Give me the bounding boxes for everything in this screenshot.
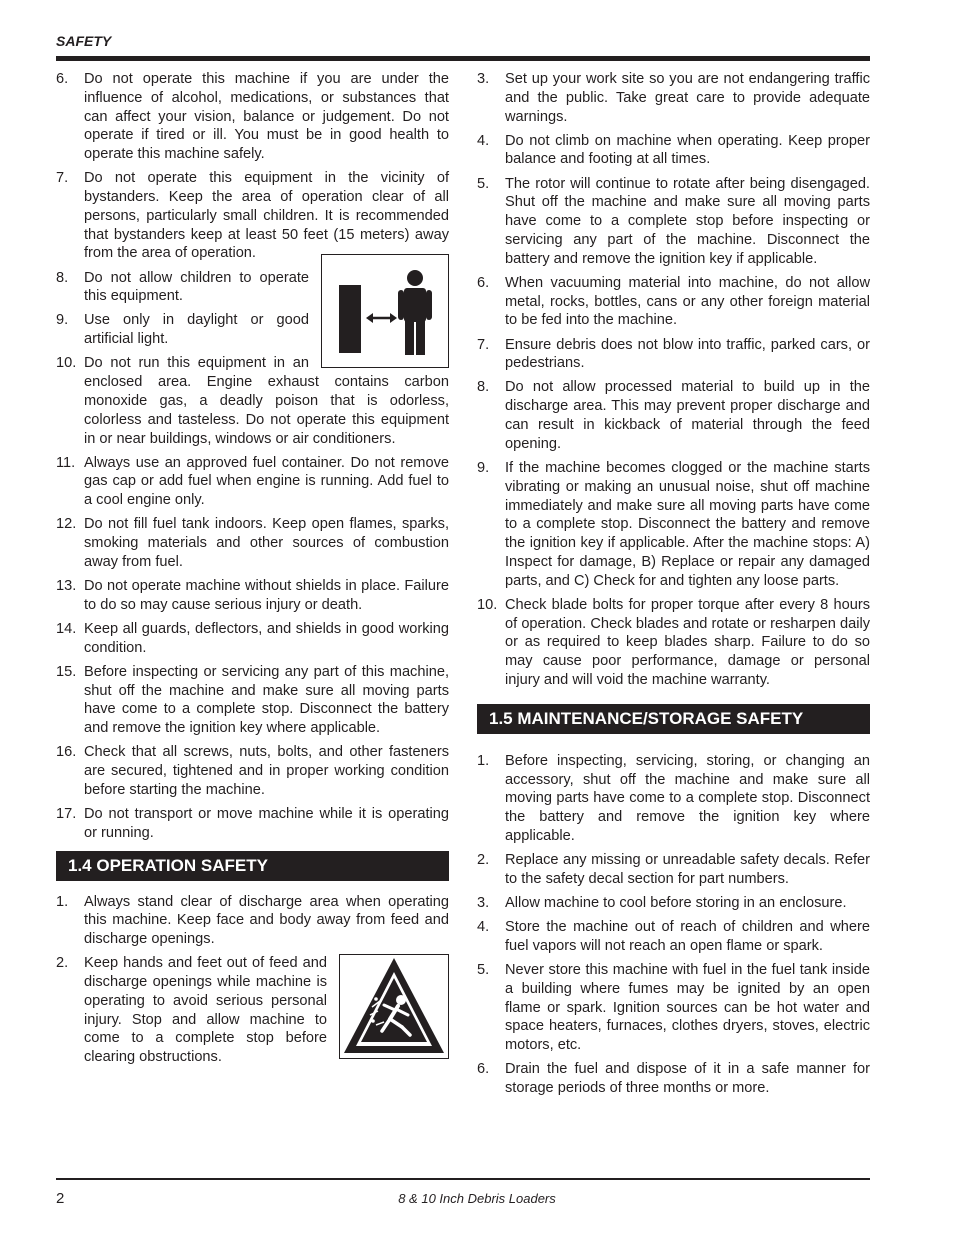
list-item (56, 663, 449, 738)
left-column (56, 70, 449, 1072)
list-item (477, 918, 870, 956)
item-number: 5. (477, 961, 490, 978)
list-item (56, 515, 449, 571)
item-text: Replace any missing or unreadable safety decals. Refer to the safety decal section for part numbers. (505, 852, 870, 887)
item-text: Do not fill fuel tank indoors. Keep open flames, sparks, smoking materials and other sources of combustion away from fuel. (84, 516, 449, 570)
list-item (56, 269, 449, 307)
list-item (56, 954, 449, 1067)
list-item (56, 169, 449, 263)
item-number: 12. (56, 516, 77, 533)
list-item (477, 851, 870, 889)
list-item (56, 805, 449, 843)
list-item (477, 274, 870, 330)
item-text: The rotor will continue to rotate after being disengaged. Shut off the machine and make sure all moving parts have come to a complete stop before inspecting or servicing any part of the machine. Disconnect the battery and remove the ignition key if applicable. (505, 175, 870, 267)
item-number: 6. (477, 1061, 490, 1078)
item-text: Drain the fuel and dispose of it in a safe manner for storage periods of three months or more. (505, 1061, 870, 1097)
item-text: Check blade bolts for proper torque after every 8 hours of operation. Check blades and rotate or resharpen daily or as required to keep blades sharp. Failure to do so may cause poor performance, damage or personal injury and will void the machine warranty. (505, 596, 870, 688)
item-text: Store the machine out of reach of children and where fuel vapors will not reach an open flame or spark. (505, 919, 870, 954)
list-item (477, 752, 870, 846)
list-item (56, 311, 449, 349)
item-text: Use only in daylight or good artificial light. (84, 312, 309, 348)
footer-rule (56, 1178, 870, 1180)
item-number: 1. (477, 752, 490, 769)
item-number: 6. (477, 274, 490, 291)
section-heading-maintenance-storage-safety: 1.5 MAINTENANCE/STORAGE SAFETY (477, 704, 870, 734)
item-text: Always stand clear of discharge area when operating this machine. Keep face and body away from feed and discharge openings. (84, 893, 449, 948)
list-item (56, 577, 449, 615)
section-heading-operation-safety: 1.4 OPERATION SAFETY (56, 851, 449, 881)
item-number: 5. (477, 175, 490, 192)
header-rule (56, 56, 870, 61)
list-item (56, 893, 449, 949)
item-number: 2. (56, 955, 69, 972)
item-text: Do not operate machine without shields in place. Failure to do so may cause serious injury or death. (84, 578, 449, 613)
item-text: Never store this machine with fuel in the fuel tank inside a building where fumes may be ignited by an open flame or spark. Ignition sources can be hot water and space heaters, furnaces, clothes dryers, stoves, electric motors, etc. (505, 961, 870, 1054)
item-text: Do not climb on machine when operating. Keep proper balance and footing at all times. (505, 132, 870, 168)
item-text: If the machine becomes clogged or the machine starts vibrating or making an unusual noise, shut off machine immediately and make sure all moving parts have come to a complete stop. Disconnect the battery and remove the ignition key if applicable. After the machine stops: A) Inspect for damage, B) Replace or repair any damaged parts, and C) Check for and tighten any loose parts. (505, 459, 870, 589)
running-header: SAFETY (56, 33, 112, 49)
list-item (56, 354, 449, 448)
list-item (56, 620, 449, 658)
item-text: Set up your work site so you are not endangering traffic and the public. Take great care to provide adequate warnings. (505, 71, 870, 125)
item-number: 11. (56, 454, 76, 471)
list-item (56, 70, 449, 164)
item-number: 4. (477, 132, 490, 149)
item-number: 7. (56, 170, 69, 187)
item-text: Do not run this equipment in an enclosed area. Engine exhaust contains carbon monoxide gas, a deadly poison that is odorless, colorless and tasteless. Do not operate this equipment in or near buildings, windows or air conditioners. (84, 355, 449, 447)
list-item (477, 378, 870, 453)
list-item (56, 454, 449, 510)
list-item (477, 336, 870, 374)
item-number: 13. (56, 578, 77, 594)
item-number: 8. (56, 269, 69, 286)
thrown-object-warning-icon (339, 954, 449, 1059)
list-item (477, 175, 870, 269)
item-number: 14. (56, 620, 77, 637)
item-text: Keep all guards, deflectors, and shields in good working condition. (84, 620, 449, 656)
item-number: 3. (477, 894, 490, 911)
item-number: 4. (477, 919, 490, 936)
item-text: When vacuuming material into machine, do not allow metal, rocks, bottles, cans or any other foreign material to be fed into the machine. (505, 274, 870, 329)
item-text: Do not allow children to operate this equipment. (84, 269, 309, 305)
item-number: 9. (477, 459, 490, 476)
list-item (477, 596, 870, 690)
item-number: 17. (56, 805, 77, 822)
list-item (477, 894, 870, 913)
item-text: Keep hands and feet out of feed and discharge openings while machine is operating to avoid serious personal injury. Stop and allow machine to come to a complete stop before clearing obstructions. (84, 955, 327, 1066)
list-item (477, 459, 870, 591)
list-item (56, 743, 449, 799)
item-text: Check that all screws, nuts, bolts, and other fasteners are secured, tightened and in proper working condition before starting the machine. (84, 744, 449, 798)
list-item (477, 132, 870, 170)
item-number: 10. (56, 355, 77, 372)
item-number: 1. (56, 893, 69, 910)
item-number: 2. (477, 852, 490, 869)
item-number: 6. (56, 71, 69, 87)
item-text: Do not operate this machine if you are under the influence of alcohol, medications, or substances that can affect your vision, balance or judgement. Do not operate if tired or ill. You must be in good health to operate this machine safely. (84, 71, 449, 163)
right-column (477, 70, 870, 1103)
footer-title: 8 & 10 Inch Debris Loaders (398, 1191, 556, 1206)
item-text: Ensure debris does not blow into traffic, parked cars, or pedestrians. (505, 336, 870, 372)
list-item (477, 961, 870, 1055)
item-text: Always use an approved fuel container. Do not remove gas cap or add fuel when engine is running. Add fuel to a cool engine only. (84, 454, 449, 509)
item-number: 8. (477, 379, 490, 396)
item-number: 10. (477, 596, 498, 613)
item-number: 16. (56, 744, 77, 761)
item-text: Allow machine to cool before storing in an enclosure. (505, 894, 847, 911)
item-number: 15. (56, 663, 77, 680)
item-text: Do not operate this equipment in the vicinity of bystanders. Keep the area of operation clear of all persons, particularly small children. It is recommended that bystanders keep at least 50 feet (15 meters) away from the area of operation. (84, 170, 449, 262)
item-text: Before inspecting or servicing any part of this machine, shut off the machine and make sure all moving parts have come to a complete stop. Disconnect the battery and remove the ignition key where applicable. (84, 663, 449, 737)
page-number: 2 (56, 1190, 65, 1207)
item-number: 7. (477, 336, 490, 353)
list-item (477, 1060, 870, 1098)
item-text: Do not transport or move machine while it is operating or running. (84, 805, 449, 841)
item-number: 9. (56, 312, 69, 329)
item-text: Do not allow processed material to build up in the discharge area. This may prevent proper discharge and can result in kickback of material through the feed opening. (505, 379, 870, 452)
list-item (477, 70, 870, 126)
item-text: Before inspecting, servicing, storing, or changing an accessory, shut off the machine and make sure all moving parts have come to a complete stop. Disconnect the battery and remove the ignition key where applicable. (505, 752, 870, 844)
item-number: 3. (477, 71, 490, 87)
